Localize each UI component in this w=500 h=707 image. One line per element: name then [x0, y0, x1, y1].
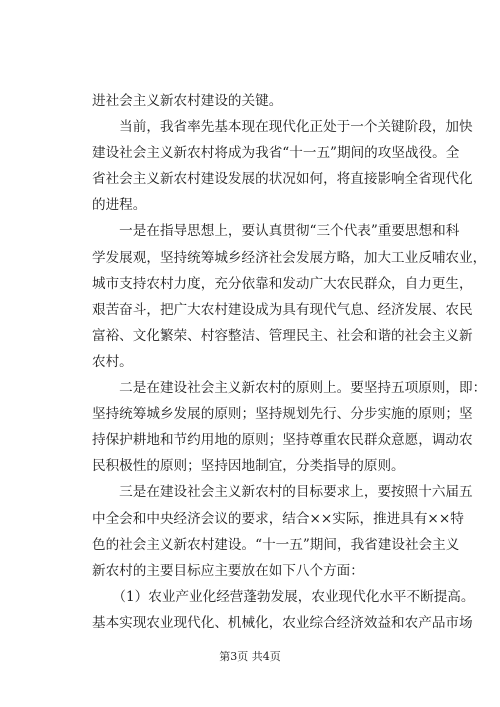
text-line: 色的社会主义新农村建设。“十一五”期间，我省建设社会主义: [92, 536, 460, 553]
text-line: 建设社会主义新农村将成为我省“十一五”期间的攻坚战役。全: [92, 145, 460, 162]
text-line: 城市支持农村力度，充分依靠和发动广大农民群众，自力更生，: [92, 275, 473, 292]
text-line: （1）农业产业化经营蓬勃发展，农业现代化水平不断提高。: [92, 588, 475, 605]
text-line: 省社会主义新农村建设发展的状况如何，将直接影响全省现代化: [92, 171, 473, 188]
text-line: 二是在建设社会主义新农村的原则上。要坚持五项原则，即：: [92, 380, 487, 397]
text-line: 基本实现农业现代化、机械化，农业综合经济效益和农产品市场: [92, 614, 473, 631]
page-footer: [0, 648, 500, 664]
text-line: 持保护耕地和节约用地的原则；坚持尊重农民群众意愿，调动农: [92, 432, 473, 449]
text-line: 富裕、文化繁荣、村容整洁、管理民主、社会和谐的社会主义新: [92, 327, 473, 344]
text-line: 一是在指导思想上，要认真贯彻“三个代表”重要思想和科: [92, 223, 460, 240]
text-line: 的进程。: [92, 197, 147, 214]
text-line: 农村。: [92, 353, 133, 370]
text-line: 坚持统筹城乡发展的原则；坚持规划先行、分步实施的原则；坚: [92, 406, 473, 423]
text-line: 进社会主义新农村建设的关键。: [92, 93, 283, 109]
text-line: 当前，我省率先基本现在现代化正处于一个关键阶段，加快: [92, 119, 473, 136]
text-line: 民积极性的原则；坚持因地制宜，分类指导的原则。: [92, 458, 405, 475]
text-line: 三是在建设社会主义新农村的目标要求上，要按照十六届五: [92, 484, 473, 501]
text-line: 新农村的主要目标应主要放在如下八个方面：: [92, 562, 364, 579]
body-text: [92, 88, 487, 636]
text-line: 学发展观，坚持统筹城乡经济社会发展方略，加大工业反哺农业，: [92, 249, 487, 266]
text-line: 艰苦奋斗，把广大农村建设成为具有现代气息、经济发展、农民: [92, 301, 473, 318]
text-line: 中全会和中央经济会议的要求，结合××实际，推进具有××特: [92, 510, 464, 527]
page-number: 第3页 共4页: [219, 650, 281, 663]
